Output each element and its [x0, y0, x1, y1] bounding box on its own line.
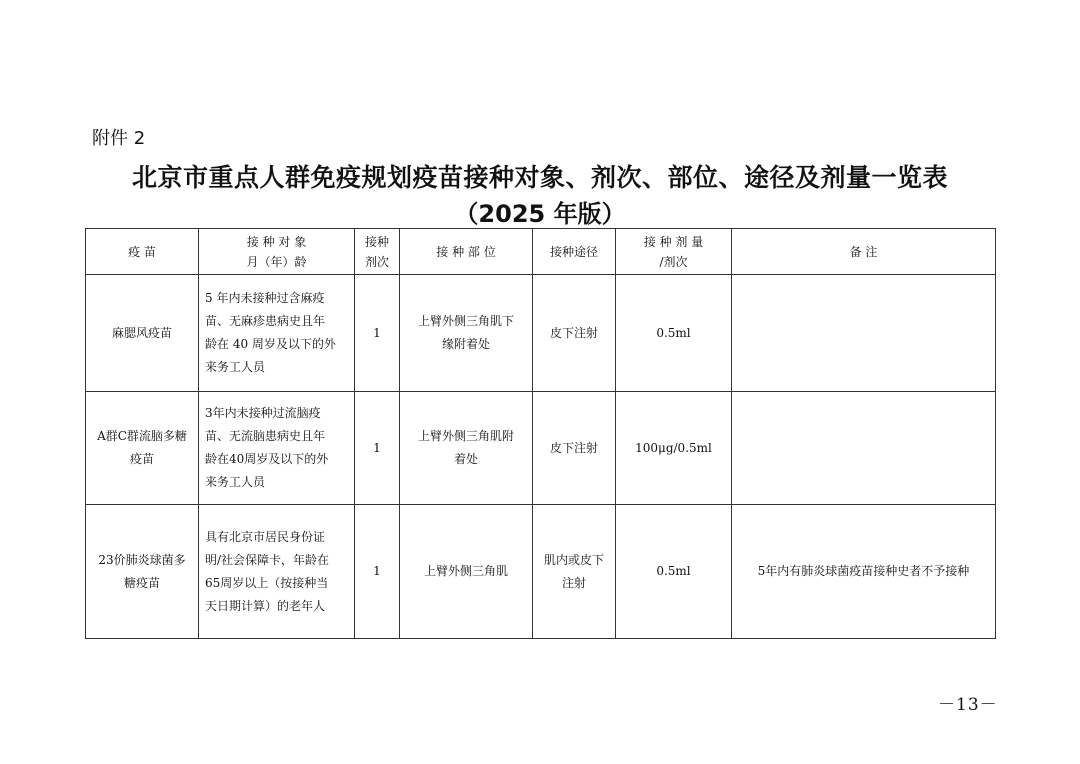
- cell-line: 皮下注射: [549, 325, 598, 340]
- cell-site: [400, 275, 533, 392]
- page-number: －13－: [938, 695, 998, 715]
- cell-line: 65周岁以上（按接种当: [205, 575, 329, 590]
- cell-line: 麻腮风疫苗: [111, 325, 172, 340]
- table-row: [86, 392, 996, 505]
- cell-doses: 1: [355, 275, 400, 392]
- cell-line: 疫苗: [129, 452, 154, 466]
- cell-notes: 5年内有肺炎球菌疫苗接种史者不予接种: [732, 505, 996, 639]
- table-header-row: [86, 229, 996, 275]
- cell-line: 来务工人员: [205, 360, 266, 374]
- cell-doses: 1: [355, 505, 400, 639]
- table-row: [86, 505, 996, 639]
- header-route: 接种途径: [533, 229, 616, 275]
- cell-line: 23价肺炎球菌多: [98, 552, 186, 567]
- cell-line: 5 年内未接种过含麻疫: [205, 291, 325, 305]
- cell-dosage: 0.5ml: [616, 505, 732, 639]
- header-target: [199, 229, 355, 275]
- attachment-label: 附件 2: [92, 128, 146, 149]
- cell-line: 龄在 40 周岁及以下的外: [205, 337, 336, 351]
- cell-line: 注射: [561, 575, 586, 590]
- cell-line: 糖疫苗: [123, 575, 160, 590]
- cell-notes: [732, 392, 996, 505]
- cell-vaccine: [86, 392, 199, 505]
- cell-line: 肌内或皮下: [543, 552, 604, 567]
- cell-target: [199, 505, 355, 639]
- cell-line: 天日期计算）的老年人: [205, 598, 326, 613]
- cell-line: 着处: [453, 452, 478, 466]
- cell-line: 具有北京市居民身份证: [205, 529, 326, 544]
- header-dosage: [616, 229, 732, 275]
- header-doses: [355, 229, 400, 275]
- cell-vaccine: [86, 275, 199, 392]
- header-site: 接 种 部 位: [400, 229, 533, 275]
- cell-route: [533, 505, 616, 639]
- table-row: [86, 275, 996, 392]
- cell-line: 皮下注射: [549, 440, 598, 455]
- cell-site: [400, 505, 533, 639]
- cell-line: 明/社会保障卡，年龄在: [205, 552, 330, 567]
- cell-line: 上臂外侧三角肌附: [417, 429, 514, 443]
- cell-route: [533, 275, 616, 392]
- cell-vaccine: [86, 505, 199, 639]
- cell-target: [199, 392, 355, 505]
- header-dosage-line-2: /剂次: [659, 254, 688, 269]
- document-title: 北京市重点人群免疫规划疫苗接种对象、剂次、部位、途径及剂量一览表: [131, 163, 948, 192]
- cell-dosage: 100μg/0.5ml: [616, 392, 732, 505]
- header-target-line-1: 接 种 对 象: [246, 234, 307, 249]
- cell-line: 上臂外侧三角肌: [423, 564, 508, 578]
- cell-line: 上臂外侧三角肌下: [417, 314, 514, 328]
- cell-notes: [732, 275, 996, 392]
- header-doses-line-1: 接种: [364, 234, 389, 249]
- document-subtitle: （2025 年版）: [454, 200, 626, 228]
- cell-target: [199, 275, 355, 392]
- cell-line: A群C群流脑多糖: [97, 429, 187, 443]
- cell-line: 来务工人员: [205, 475, 266, 489]
- cell-doses: 1: [355, 392, 400, 505]
- vaccination-table: [85, 228, 996, 639]
- cell-dosage: 0.5ml: [616, 275, 732, 392]
- header-vaccine: 疫 苗: [86, 229, 199, 275]
- cell-line: 3年内未接种过流脑疫: [205, 406, 321, 420]
- header-dosage-line-1: 接 种 剂 量: [643, 234, 704, 249]
- cell-line: 龄在40周岁及以下的外: [205, 452, 329, 466]
- cell-line: 缘附着处: [441, 337, 490, 351]
- cell-line: 苗、无流脑患病史且年: [205, 429, 326, 443]
- cell-route: [533, 392, 616, 505]
- header-doses-line-2: 剂次: [364, 254, 389, 269]
- header-notes: 备 注: [732, 229, 996, 275]
- cell-line: 苗、无麻疹患病史且年: [205, 314, 326, 328]
- cell-site: [400, 392, 533, 505]
- header-target-line-2: 月（年）龄: [246, 254, 307, 269]
